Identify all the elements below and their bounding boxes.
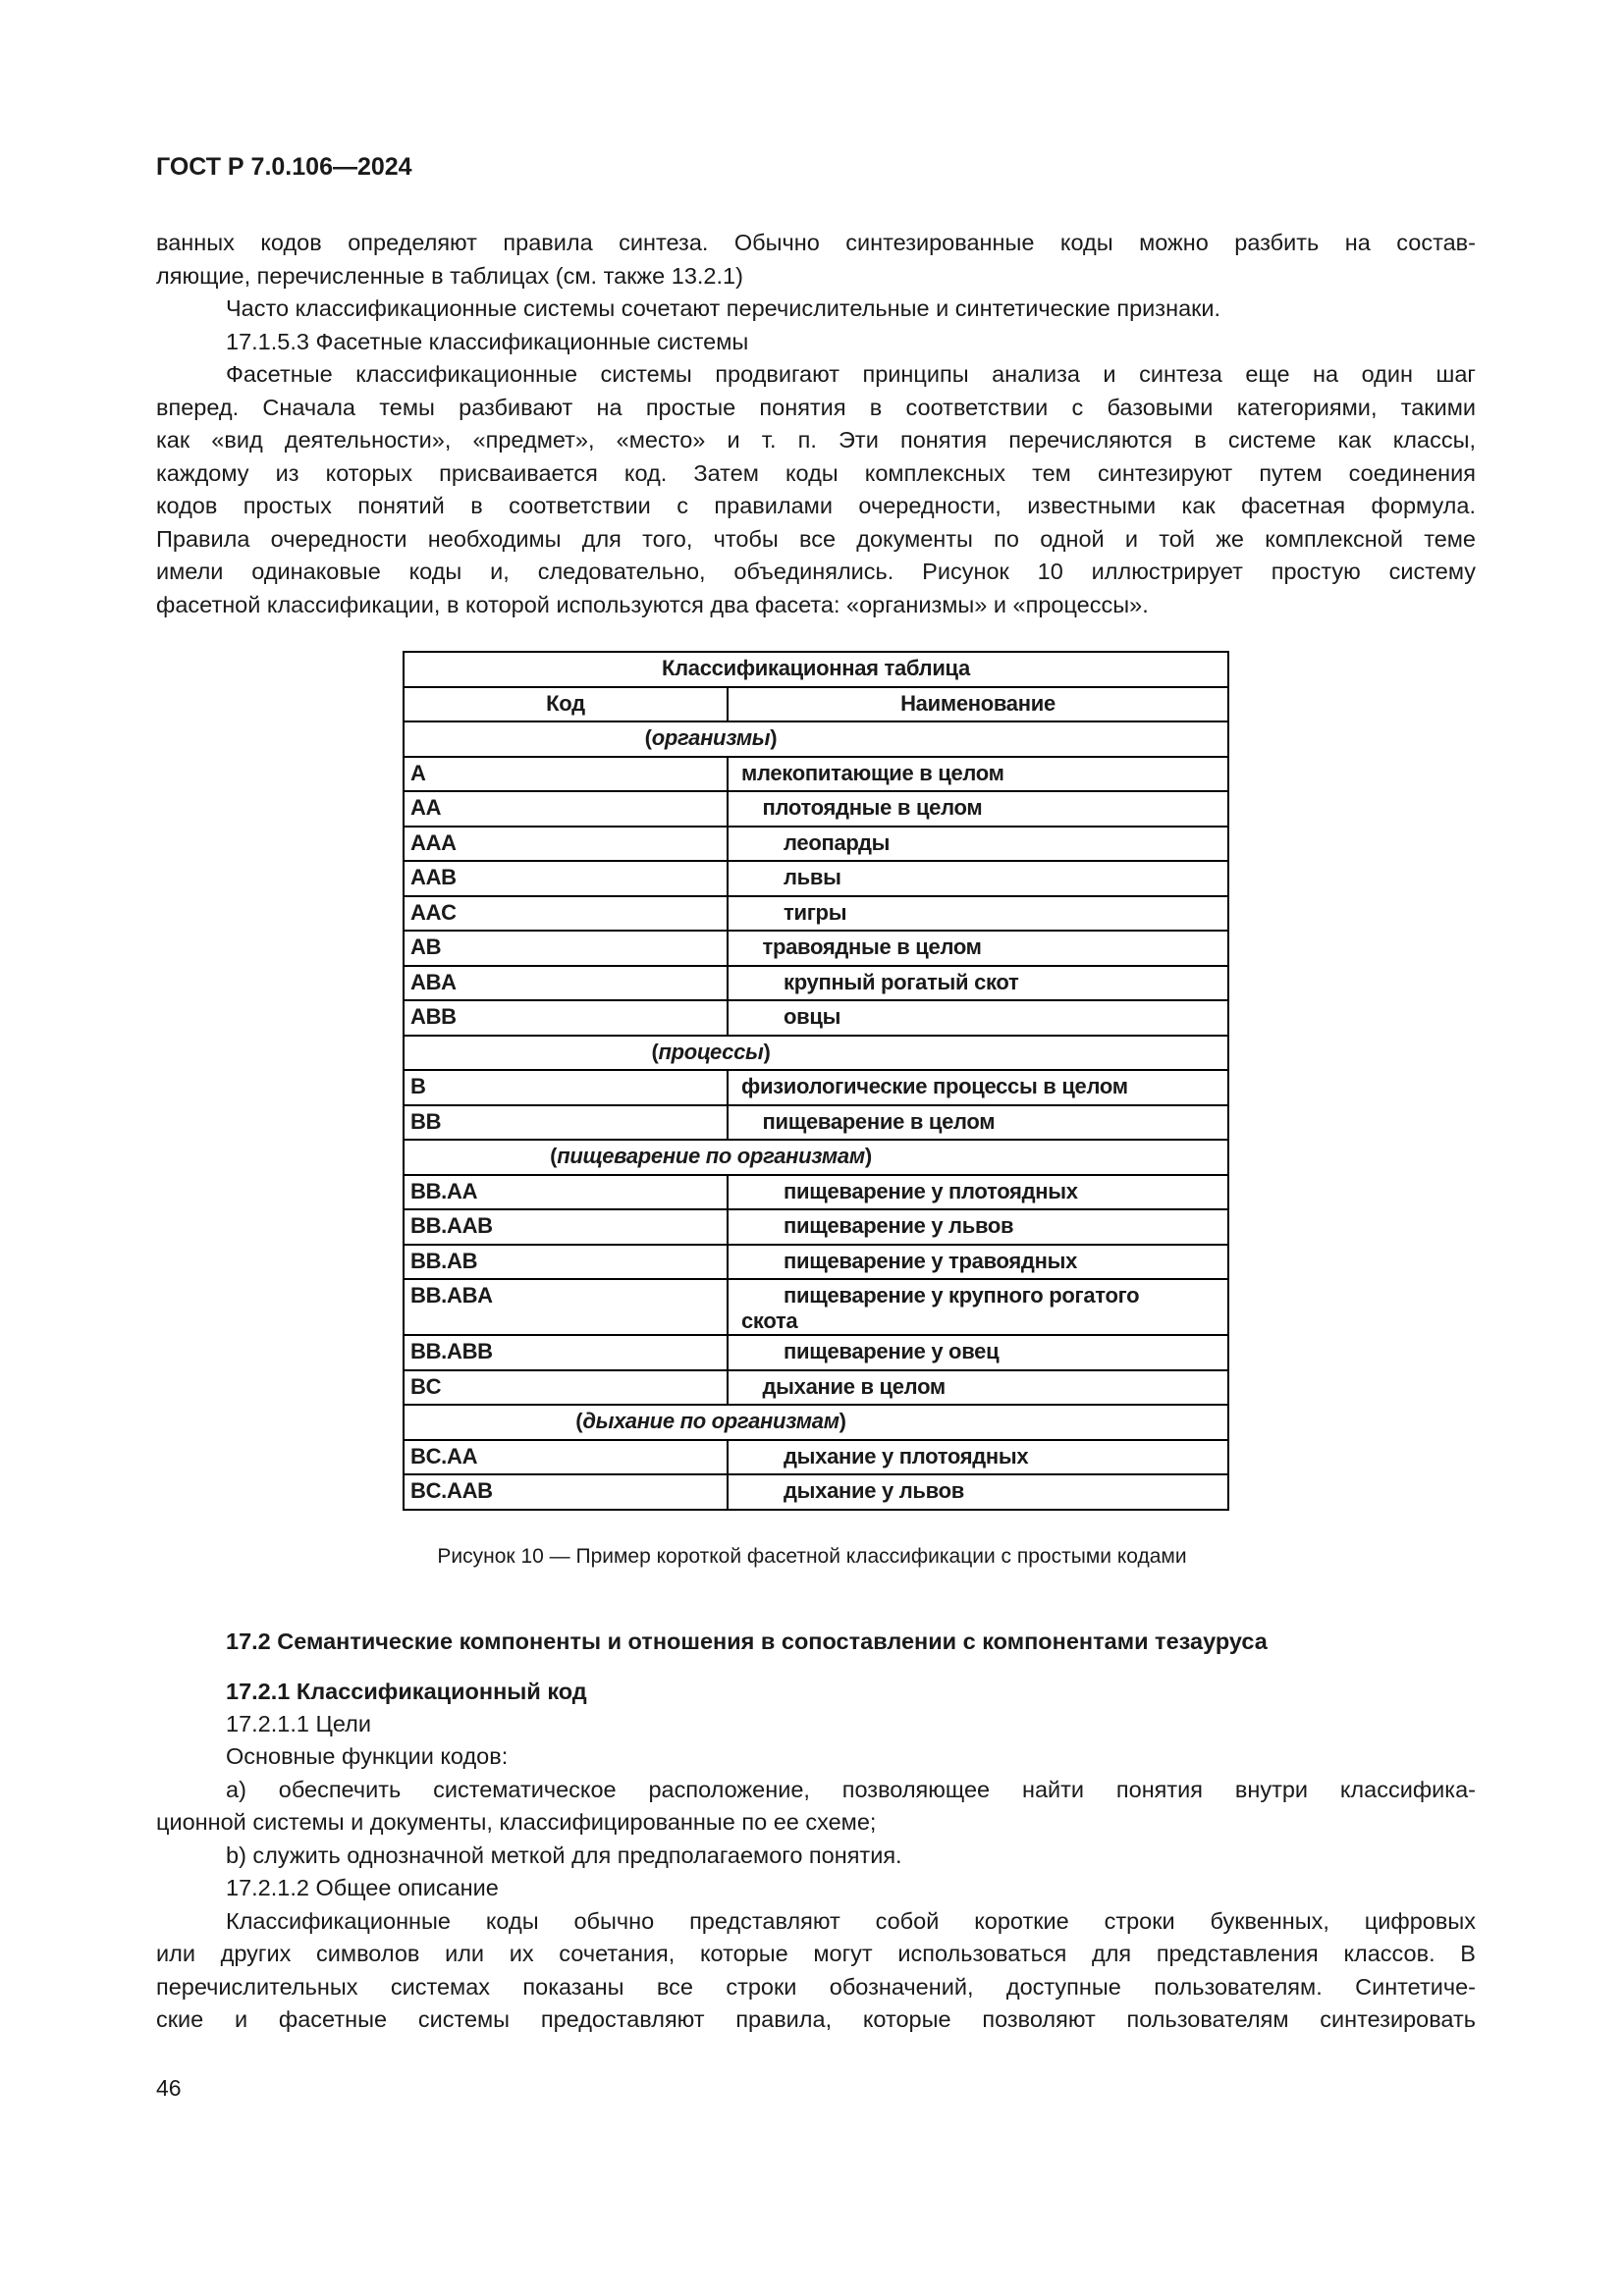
table-row xyxy=(404,827,1228,862)
text-line: ционной системы и документы, классифицированные по ее схеме; xyxy=(156,1809,877,1835)
text-line: ванных кодов определяют правила синтеза. Обычно синтезированные коды можно разбить на состав- xyxy=(156,230,1476,255)
table-header-row xyxy=(404,687,1228,722)
code-cell: AAB xyxy=(404,861,728,896)
code-cell: AB xyxy=(404,931,728,966)
code-cell: AA xyxy=(404,791,728,827)
name-cell: пищеварение у плотоядных xyxy=(728,1175,1228,1210)
code-cell: BB.ABA xyxy=(404,1279,728,1335)
table-row xyxy=(404,1105,1228,1141)
text-line: вперед. Сначала темы разбивают на простые понятия в соответствии с базовыми категориями, такими xyxy=(156,394,1476,420)
text-line: Классификационные коды обычно представляют собой короткие строки буквенных, цифровых xyxy=(226,1908,1476,1934)
text-line: a) обеспечить систематическое расположение, позволяющее найти понятия внутри классифика- xyxy=(226,1777,1476,1802)
text-line: 17.1.5.3 Фасетные классификационные системы xyxy=(226,328,749,354)
text-line: фасетной классификации, в которой используются два фасета: «организмы» и «процессы». xyxy=(156,591,1149,617)
table-row xyxy=(404,791,1228,827)
name-cell: леопарды xyxy=(728,827,1228,862)
section-label: (организмы) xyxy=(404,721,1228,757)
body-text-top xyxy=(156,227,1476,621)
table-row xyxy=(404,1209,1228,1245)
name-cell: крупный рогатый скот xyxy=(728,966,1228,1001)
name-cell: пищеварение у львов xyxy=(728,1209,1228,1245)
table-row xyxy=(404,966,1228,1001)
section-label-text: дыхание по организмам xyxy=(582,1409,839,1433)
text-line: ляющие, перечисленные в таблицах (см. также 13.2.1) xyxy=(156,262,743,289)
text-line: имели одинаковые коды и, следовательно, объединялись. Рисунок 10 иллюстрирует простую систему xyxy=(156,559,1476,584)
figure-caption: Рисунок 10 — Пример короткой фасетной классификации с простыми кодами xyxy=(437,1545,1187,1568)
table-row xyxy=(404,1245,1228,1280)
table-row xyxy=(404,1370,1228,1406)
table-section-row xyxy=(404,1140,1228,1175)
text-line: каждому из которых присваивается код. Затем коды комплексных тем синтезируют путем соединения xyxy=(156,459,1476,486)
name-cell: пищеварение в целом xyxy=(728,1105,1228,1141)
text-line: b) служить однозначной меткой для предполагаемого понятия. xyxy=(226,1842,902,1868)
table-row xyxy=(404,1070,1228,1105)
code-cell: BC xyxy=(404,1370,728,1406)
name-cell: дыхание в целом xyxy=(728,1370,1228,1406)
text-line: Фасетные классификационные системы продвигают принципы анализа и синтеза еще на один шаг xyxy=(226,361,1476,387)
section-label-text: процессы xyxy=(658,1039,764,1064)
name-cell: тигры xyxy=(728,896,1228,932)
name-cell: дыхание у львов xyxy=(728,1474,1228,1510)
column-header-code: Код xyxy=(404,687,728,722)
table-section-row xyxy=(404,1405,1228,1440)
name-cell: львы xyxy=(728,861,1228,896)
name-cell: дыхание у плотоядных xyxy=(728,1440,1228,1475)
table-row xyxy=(404,1474,1228,1510)
table-title-row xyxy=(404,652,1228,687)
table-row xyxy=(404,1279,1228,1335)
text-line: или других символов или их сочетания, которые могут использоваться для представления классов. В xyxy=(156,1941,1476,1966)
page-number: 46 xyxy=(156,2075,182,2101)
code-cell: B xyxy=(404,1070,728,1105)
table-row xyxy=(404,757,1228,792)
code-cell: BC.AAB xyxy=(404,1474,728,1510)
table-title: Классификационная таблица xyxy=(404,652,1228,687)
code-cell: AAC xyxy=(404,896,728,932)
classification-table xyxy=(403,651,1229,1511)
code-cell: BB.AA xyxy=(404,1175,728,1210)
name-cell: травоядные в целом xyxy=(728,931,1228,966)
text-line: Основные функции кодов: xyxy=(226,1743,509,1769)
name-cell: млекопитающие в целом xyxy=(728,757,1228,792)
section-label: (пищеварение по организмам) xyxy=(404,1140,1228,1175)
text-line: 17.2.1.2 Общее описание xyxy=(226,1875,499,1900)
code-cell: AAA xyxy=(404,827,728,862)
section-heading: 17.2.1 Классификационный код xyxy=(226,1679,587,1704)
table-section-row xyxy=(404,1036,1228,1071)
code-cell: BC.AA xyxy=(404,1440,728,1475)
code-cell: BB xyxy=(404,1105,728,1141)
table-row xyxy=(404,931,1228,966)
code-cell: BB.AAB xyxy=(404,1209,728,1245)
code-cell: ABA xyxy=(404,966,728,1001)
text-line: 17.2.1.1 Цели xyxy=(226,1711,371,1736)
name-cell: плотоядные в целом xyxy=(728,791,1228,827)
table-row xyxy=(404,1175,1228,1210)
text-line: Часто классификационные системы сочетают перечислительные и синтетические признаки. xyxy=(226,295,1221,321)
table-row xyxy=(404,1440,1228,1475)
section-heading: 17.2 Семантические компоненты и отношения в сопоставлении с компонентами тезауруса xyxy=(226,1629,1268,1654)
text-line: ские и фасетные системы предоставляют правила, которые позволяют пользователям синтезировать xyxy=(156,2006,1476,2032)
document-header: ГОСТ Р 7.0.106—2024 xyxy=(156,153,412,181)
section-label-text: пищеварение по организмам xyxy=(557,1144,865,1168)
name-cell: пищеварение у травоядных xyxy=(728,1245,1228,1280)
table-section-row xyxy=(404,721,1228,757)
text-line: Правила очередности необходимы для того, чтобы все документы по одной и той же комплексной теме xyxy=(156,525,1476,552)
text-line: перечислительных системах показаны все строки обозначений, доступные пользователям. Синтетиче- xyxy=(156,1974,1476,2000)
section-label-text: организмы xyxy=(651,725,771,750)
code-cell: A xyxy=(404,757,728,792)
table-row xyxy=(404,861,1228,896)
table-row xyxy=(404,1335,1228,1370)
section-label: (дыхание по организмам) xyxy=(404,1405,1228,1440)
code-cell: BB.AB xyxy=(404,1245,728,1280)
name-cell: пищеварение у крупного рогатого скота xyxy=(728,1279,1228,1335)
column-header-name: Наименование xyxy=(728,687,1228,722)
section-label: (процессы) xyxy=(404,1036,1228,1071)
code-cell: ABB xyxy=(404,1000,728,1036)
name-cell: пищеварение у овец xyxy=(728,1335,1228,1370)
name-cell: физиологические процессы в целом xyxy=(728,1070,1228,1105)
table-row xyxy=(404,896,1228,932)
text-line: как «вид деятельности», «предмет», «место» и т. п. Эти понятия перечисляются в системе как классы, xyxy=(156,427,1476,453)
code-cell: BB.ABB xyxy=(404,1335,728,1370)
table-row xyxy=(404,1000,1228,1036)
text-line: кодов простых понятий в соответствии с правилами очередности, известными как фасетная формула. xyxy=(156,493,1476,518)
name-cell: овцы xyxy=(728,1000,1228,1036)
